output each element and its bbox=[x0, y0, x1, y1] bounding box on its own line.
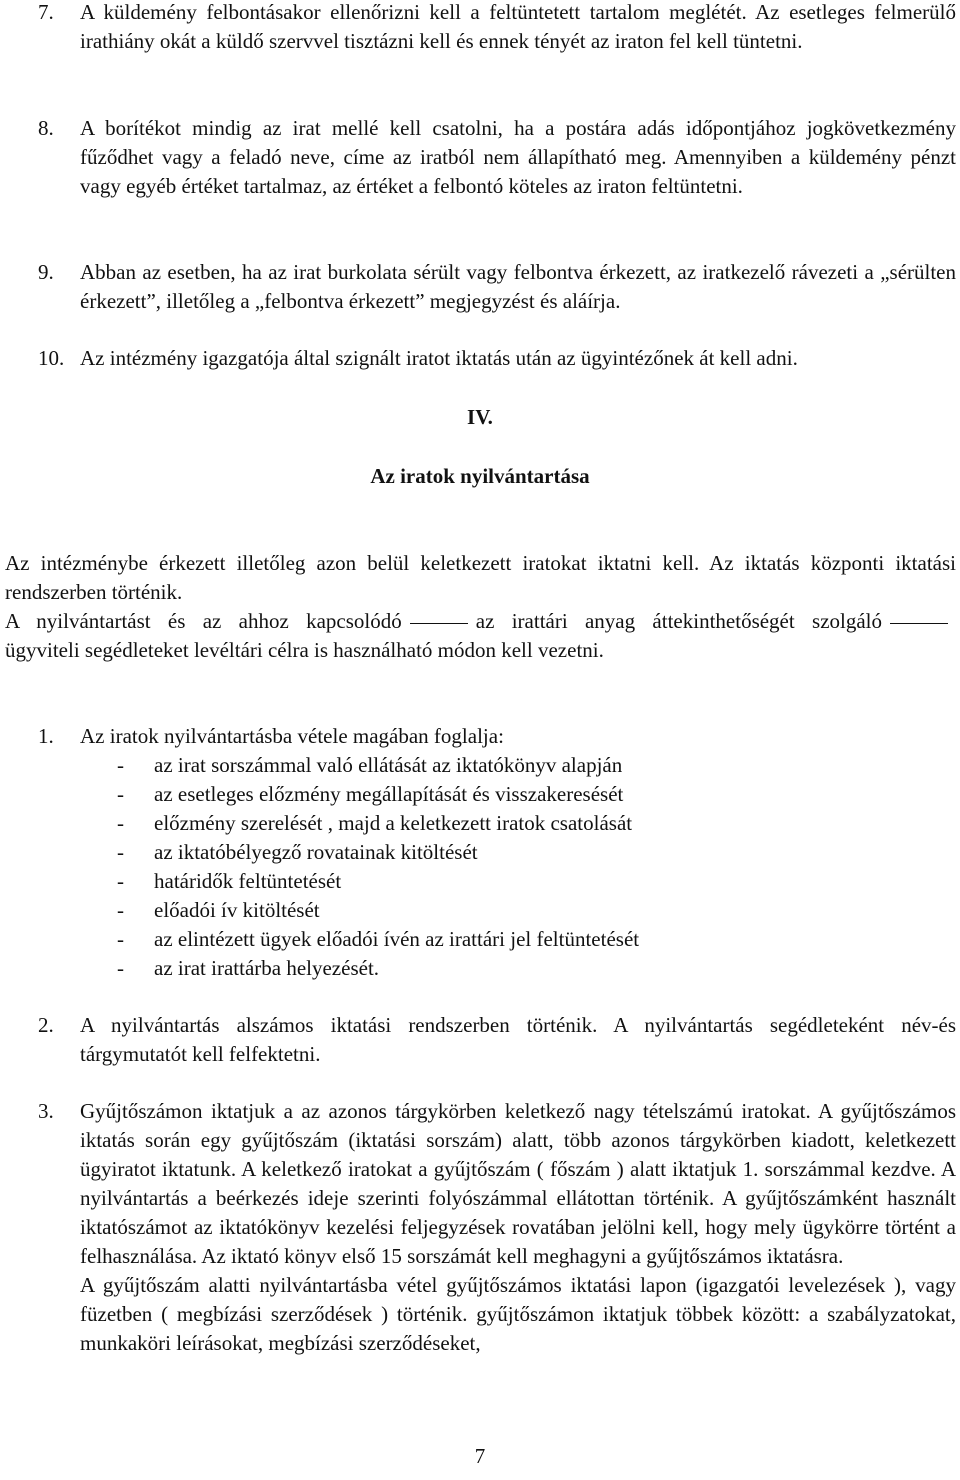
intro-paragraph-2 bbox=[5, 607, 956, 665]
em-dash-rule bbox=[890, 623, 948, 624]
item-text: A küldemény felbontásakor ellenőrizni kell a feltüntetett tartalom meglétét. Az esetleges felmerülő irathiány okát a küldő szervvel tisztázni kell és ennek tényét az iraton fel kell tüntetni. bbox=[80, 0, 956, 53]
item-text: A borítékot mindig az irat mellé kell csatolni, ha a postára adás időpontjához jogkövetkezmény fűződhet vagy a feladó neve, címe az iratból nem állapítható meg. Amennyiben a küldemény pénzt vagy egyéb értéket tartalmaz, az értéket a felbontó köteles az iraton feltüntetni. bbox=[80, 116, 956, 198]
section-number: IV. bbox=[467, 405, 493, 429]
list-item bbox=[38, 0, 956, 56]
item-number: 8. bbox=[38, 116, 54, 140]
bullet-list bbox=[117, 751, 877, 983]
list-item bbox=[38, 344, 956, 373]
bullet-item: - előzmény szerelését , majd a keletkezett iratok csatolását bbox=[117, 811, 633, 835]
list-item bbox=[38, 1097, 956, 1358]
item-number: 9. bbox=[38, 260, 54, 284]
list-item bbox=[38, 258, 956, 316]
item-text: Az intézmény igazgatója által szignált iratot iktatás után az ügyintézőnek át kell adni. bbox=[80, 346, 798, 370]
item-text: Gyűjtőszámon iktatjuk a az azonos tárgykörben keletkező nagy tételszámú iratokat. A gyűjtőszámos iktatás során egy gyűjtőszám (iktatási sorszám) alatt, több azonos tárgykörben kiadott, keletkezett ügyiratot iktatunk. A keletkező iratokat a gyűjtőszám ( főszám ) alatt iktatjuk 1. sorszámmal kezdve. A nyilvántartás a beérkezés ideje szerinti folyószámmal ellátottan történik. A gyűjtőszámként használt iktatószámot az iktatókönyv kezelési feljegyzések rovatában jelölni kell, hogy mely ügykörre történt a felhasználása. Az iktató könyv első 15 sorszámát kell meghagyni a gyűjtőszámos iktatásra. bbox=[80, 1099, 956, 1268]
intro-paragraph-2-line2: ügyviteli segédleteket levéltári célra is használható módon kell vezetni. bbox=[5, 638, 604, 662]
item-text: Abban az esetben, ha az irat burkolata sérült vagy felbontva érkezett, az iratkezelő rávezeti a „sérülten érkezett”, illetőleg a „felbontva érkezett” megjegyzést és aláírja. bbox=[80, 260, 956, 313]
section-title: Az iratok nyilvántartása bbox=[370, 464, 590, 488]
item-number: 7. bbox=[38, 0, 54, 24]
intro-paragraph-2-line1: A nyilvántartást és az ahhoz kapcsolódó az irattári anyag áttekinthetőségét szolgáló bbox=[5, 607, 956, 636]
item-text: A nyilvántartás alszámos iktatási rendszerben történik. A nyilvántartás segédleteként név-és tárgymutatót kell felfektetni. bbox=[80, 1013, 956, 1066]
item-text-continued: A gyűjtőszám alatti nyilvántartásba vétel gyűjtőszámos iktatási lapon (igazgatói levelezések ), vagy füzetben ( megbízási szerződések ) történik. gyűjtőszámon iktatjuk többek között: a szabályzatokat, munkaköri leírásokat, megbízási szerződéseket, bbox=[80, 1273, 956, 1355]
item-number: 10. bbox=[38, 346, 65, 370]
list-item bbox=[38, 114, 956, 201]
bullet-item: - az irat irattárba helyezését. bbox=[117, 956, 380, 980]
em-dash-rule bbox=[410, 623, 468, 624]
bullet-item: - az esetleges előzmény megállapítását és visszakeresését bbox=[117, 782, 624, 806]
page-number: 7 bbox=[474, 1444, 486, 1468]
item-number: 3. bbox=[38, 1099, 54, 1123]
list-item bbox=[38, 722, 956, 751]
item-number: 1. bbox=[38, 724, 54, 748]
bullet-item: - az elintézett ügyek előadói ívén az irattári jel feltüntetését bbox=[117, 927, 640, 951]
item-number: 2. bbox=[38, 1013, 54, 1037]
item-text: Az iratok nyilvántartásba vétele magában foglalja: bbox=[80, 724, 504, 748]
bullet-item: - az irat sorszámmal való ellátását az iktatókönyv alapján bbox=[117, 753, 623, 777]
bullet-item: - az iktatóbélyegző rovatainak kitöltését bbox=[117, 840, 478, 864]
intro-paragraph: Az intézménybe érkezett illetőleg azon belül keletkezett iratokat iktatni kell. Az iktatás központi iktatási rendszerben történik. bbox=[5, 551, 956, 604]
bullet-item: - határidők feltüntetését bbox=[117, 869, 342, 893]
list-item bbox=[38, 1011, 956, 1069]
bullet-item: - előadói ív kitöltését bbox=[117, 898, 320, 922]
